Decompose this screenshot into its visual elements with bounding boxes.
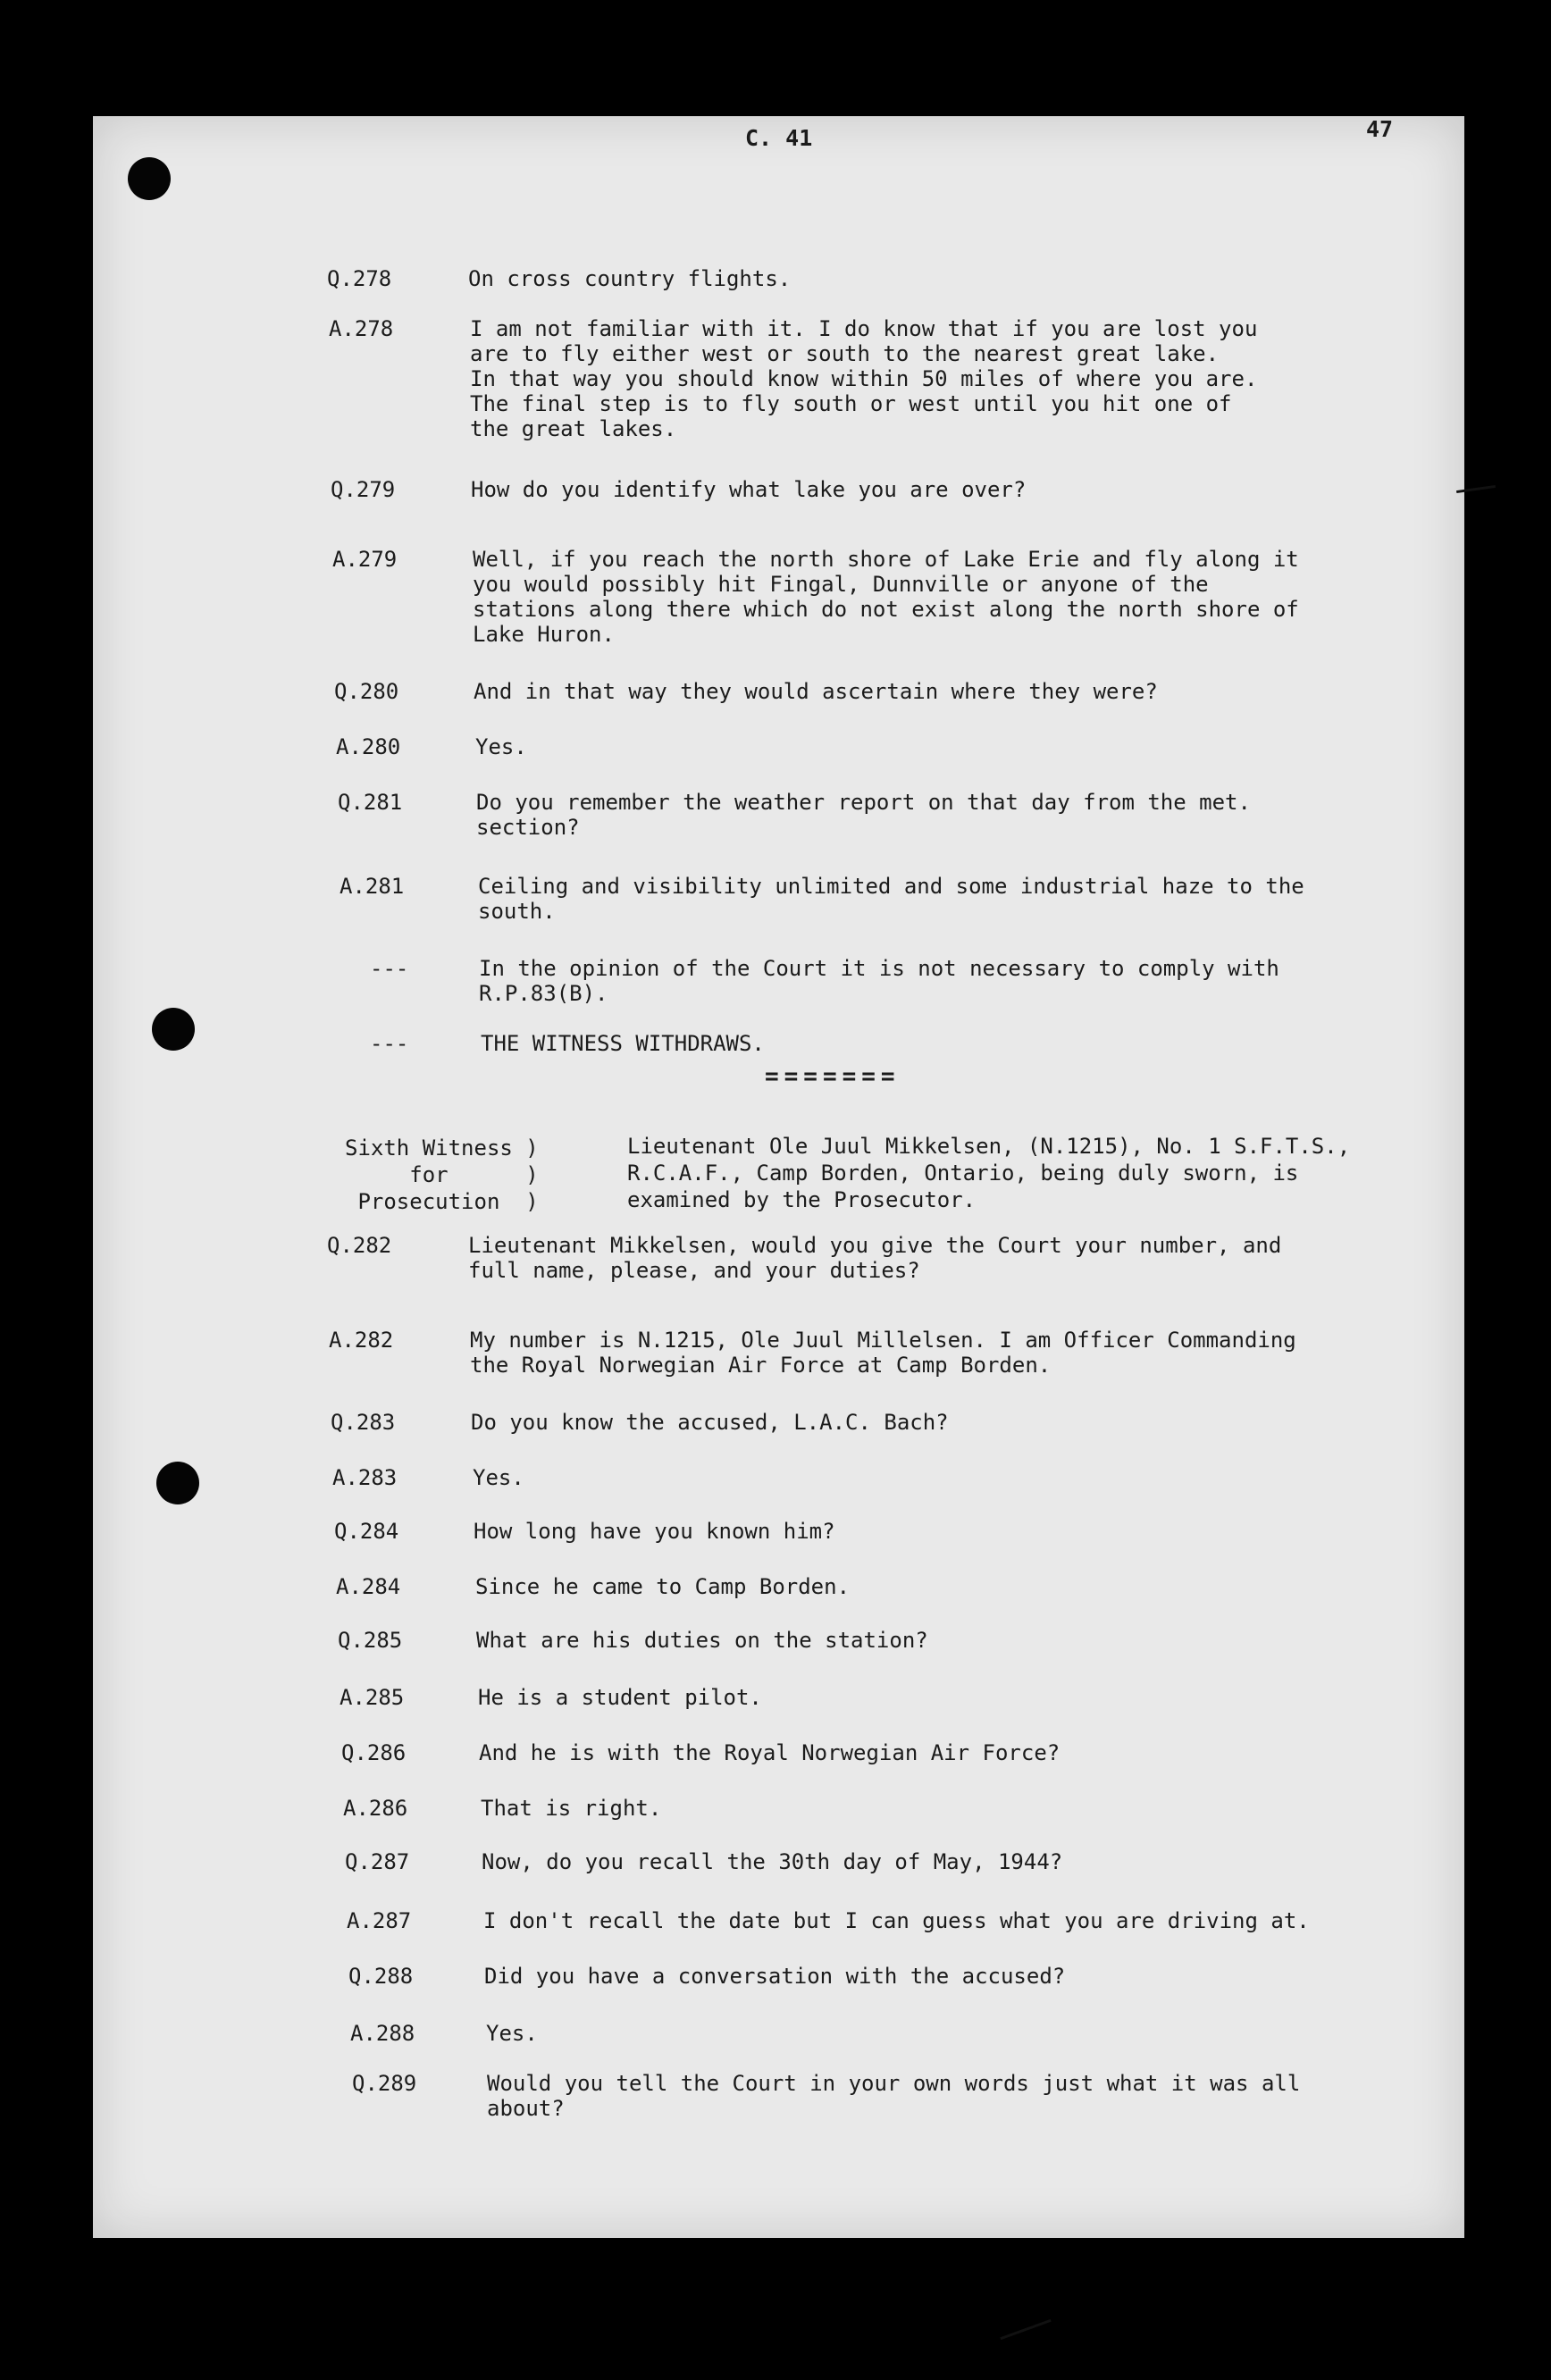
witness-description: Lieutenant Ole Juul Mikkelsen, (N.1215), No. 1 S.F.T.S., R.C.A.F., Camp Borden, Ontario, being duly sworn, is examined by the Prosecutor. (627, 1134, 1351, 1212)
answer-label: A.288 (350, 2021, 415, 2046)
question-text: On cross country flights. (468, 266, 792, 291)
court-note: THE WITNESS WITHDRAWS. (481, 1031, 765, 1056)
question-text: Do you remember the weather report on that day from the met. section? (476, 790, 1251, 840)
question-label: Q.285 (338, 1628, 403, 1653)
question-text: What are his duties on the station? (476, 1628, 928, 1653)
answer-text: Since he came to Camp Borden. (475, 1574, 851, 1599)
question-text: Lieutenant Mikkelsen, would you give the Court your number, and full name, please, and your duties? (468, 1233, 1282, 1283)
page-number: 47 (1366, 116, 1394, 142)
answer-label: A.285 (340, 1685, 405, 1710)
answer-text: That is right. (481, 1796, 662, 1821)
document-page (93, 116, 1464, 2238)
answer-label: A.281 (340, 874, 405, 899)
question-label: Q.280 (334, 679, 399, 704)
question-text: Would you tell the Court in your own words just what it was all about? (487, 2071, 1301, 2121)
answer-text: I don't recall the date but I can guess what you are driving at. (483, 1908, 1310, 1933)
question-label: Q.288 (348, 1964, 414, 1989)
question-label: Q.279 (331, 477, 396, 502)
answer-text: Yes. (486, 2021, 538, 2046)
court-note: In the opinion of the Court it is not necessary to comply with R.P.83(B). (479, 956, 1279, 1006)
question-label: Q.278 (327, 266, 392, 291)
question-text: How long have you known him? (474, 1519, 835, 1544)
question-label: Q.287 (345, 1849, 410, 1874)
question-text: Did you have a conversation with the accused? (484, 1964, 1066, 1989)
answer-text: I am not familiar with it. I do know that if you are lost you are to fly either west or south to the nearest great lake. In that way you should know within 50 miles of where you are. The final step is to fly south or west until you hit one of the great lakes. (470, 316, 1258, 441)
question-label: Q.286 (341, 1740, 407, 1765)
witness-label: Sixth Witness ) for ) Prosecution ) (345, 1136, 539, 1214)
question-label: Q.284 (334, 1519, 399, 1544)
punch-hole (128, 157, 171, 200)
note-marker: --- (370, 1031, 409, 1056)
answer-label: A.279 (332, 547, 398, 572)
question-text: Do you know the accused, L.A.C. Bach? (471, 1410, 949, 1435)
answer-label: A.284 (336, 1574, 401, 1599)
answer-text: Yes. (473, 1465, 524, 1490)
answer-label: A.280 (336, 734, 401, 759)
section-separator: ======= (765, 1063, 901, 1090)
punch-hole (152, 1008, 195, 1051)
stray-mark (1000, 2319, 1051, 2340)
question-label: Q.282 (327, 1233, 392, 1258)
question-label: Q.281 (338, 790, 403, 815)
question-text: And he is with the Royal Norwegian Air Force? (479, 1740, 1061, 1765)
question-text: And in that way they would ascertain where they were? (474, 679, 1158, 704)
answer-text: My number is N.1215, Ole Juul Millelsen. I am Officer Commanding the Royal Norwegian Air Force at Camp Borden. (470, 1328, 1296, 1378)
answer-text: Yes. (475, 734, 527, 759)
punch-hole (156, 1462, 199, 1504)
page-header-code: C. 41 (745, 125, 813, 151)
answer-text: He is a student pilot. (478, 1685, 762, 1710)
note-marker: --- (370, 956, 409, 981)
answer-text: Well, if you reach the north shore of Lake Erie and fly along it you would possibly hit Fingal, Dunnville or anyone of the stations along there which do not exist along the north shore of Lake Huron. (473, 547, 1299, 647)
question-text: How do you identify what lake you are over? (471, 477, 1027, 502)
question-label: Q.289 (352, 2071, 417, 2096)
answer-label: A.282 (329, 1328, 394, 1353)
answer-label: A.283 (332, 1465, 398, 1490)
question-text: Now, do you recall the 30th day of May, 1944? (482, 1849, 1063, 1874)
answer-label: A.278 (329, 316, 394, 341)
answer-label: A.287 (347, 1908, 412, 1933)
answer-label: A.286 (343, 1796, 408, 1821)
question-label: Q.283 (331, 1410, 396, 1435)
answer-text: Ceiling and visibility unlimited and some industrial haze to the south. (478, 874, 1304, 924)
